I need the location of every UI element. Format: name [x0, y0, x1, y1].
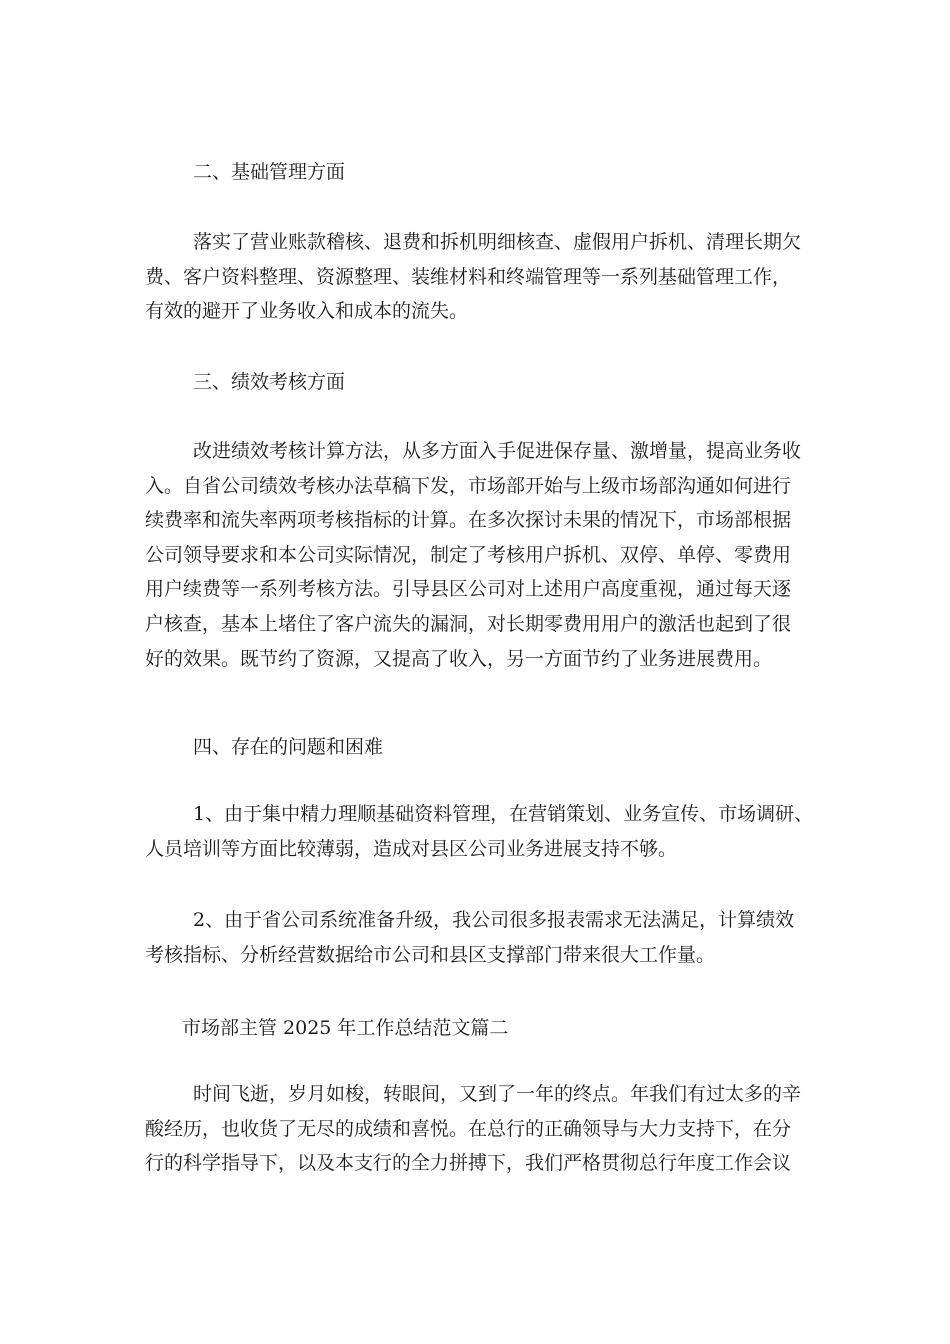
section-heading-problems: 四、存在的问题和困难: [193, 736, 384, 758]
paragraph-line: 酸经历，也收货了无尽的成绩和喜悦。在总行的正确领导与大力支持下，在分: [145, 1117, 792, 1140]
paragraph-line: 人员培训等方面比较薄弱，造成对县区公司业务进展支持不够。: [145, 837, 678, 860]
paragraph-line: 时间飞逝，岁月如梭，转眼间，又到了一年的终点。年我们有过太多的辛: [193, 1083, 802, 1105]
paragraph-line: 好的效果。既节约了资源，又提高了收入，另一方面节约了业务进展费用。: [145, 647, 773, 670]
paragraph-line: 落实了营业账款稽核、退费和拆机明细核查、虚假用户拆机、清理长期欠: [193, 231, 802, 253]
paragraph-line: 续费率和流失率两项考核指标的计算。在多次探讨未果的情况下，市场部根据: [145, 509, 792, 532]
paragraph-line: 1、由于集中精力理顺基础资料管理，在营销策划、业务宣传、市场调研、: [193, 803, 814, 825]
paragraph-line: 入。自省公司绩效考核办法草稿下发，市场部开始与上级市场部沟通如何进行: [145, 474, 792, 497]
paragraph-line: 2、由于省公司系统准备升级，我公司很多报表需求无法满足，计算绩效: [193, 909, 795, 931]
paragraph-problem-1: [145, 797, 814, 866]
paragraph-line: 用户续费等一系列考核方法。引导县区公司对上述用户高度重视，通过每天逐: [145, 578, 792, 601]
paragraph-line: 有效的避开了业务收入和成本的流失。: [145, 300, 469, 323]
paragraph-line: 行的科学指导下，以及本支行的全力拼搏下，我们严格贯彻总行年度工作会议: [145, 1152, 792, 1175]
section-heading-basic-management: 二、基础管理方面: [193, 161, 346, 183]
paragraph-basic-management: [145, 225, 810, 329]
paragraph-line: 户核查，基本上堵住了客户流失的漏洞，对长期零费用用户的激活也起到了很: [145, 612, 792, 635]
paragraph-line: 考核指标、分析经营数据给市公司和县区支撑部门带来很大工作量。: [145, 943, 716, 966]
paragraph-line: 公司领导要求和本公司实际情况，制定了考核用户拆机、双停、单停、零费用: [145, 543, 792, 566]
part-two-title: 市场部主管 2025 年工作总结范文篇二: [182, 1017, 509, 1039]
paragraph-line: 费、客户资料整理、资源整理、装维材料和终端管理等一系列基础管理工作，: [145, 265, 792, 288]
paragraph-performance: [145, 434, 810, 676]
paragraph-line: 改进绩效考核计算方法，从多方面入手促进保存量、激增量，提高业务收: [193, 440, 802, 462]
paragraph-problem-2: [145, 903, 810, 972]
paragraph-part-two-intro: [145, 1077, 810, 1181]
section-heading-performance: 三、绩效考核方面: [193, 371, 346, 393]
